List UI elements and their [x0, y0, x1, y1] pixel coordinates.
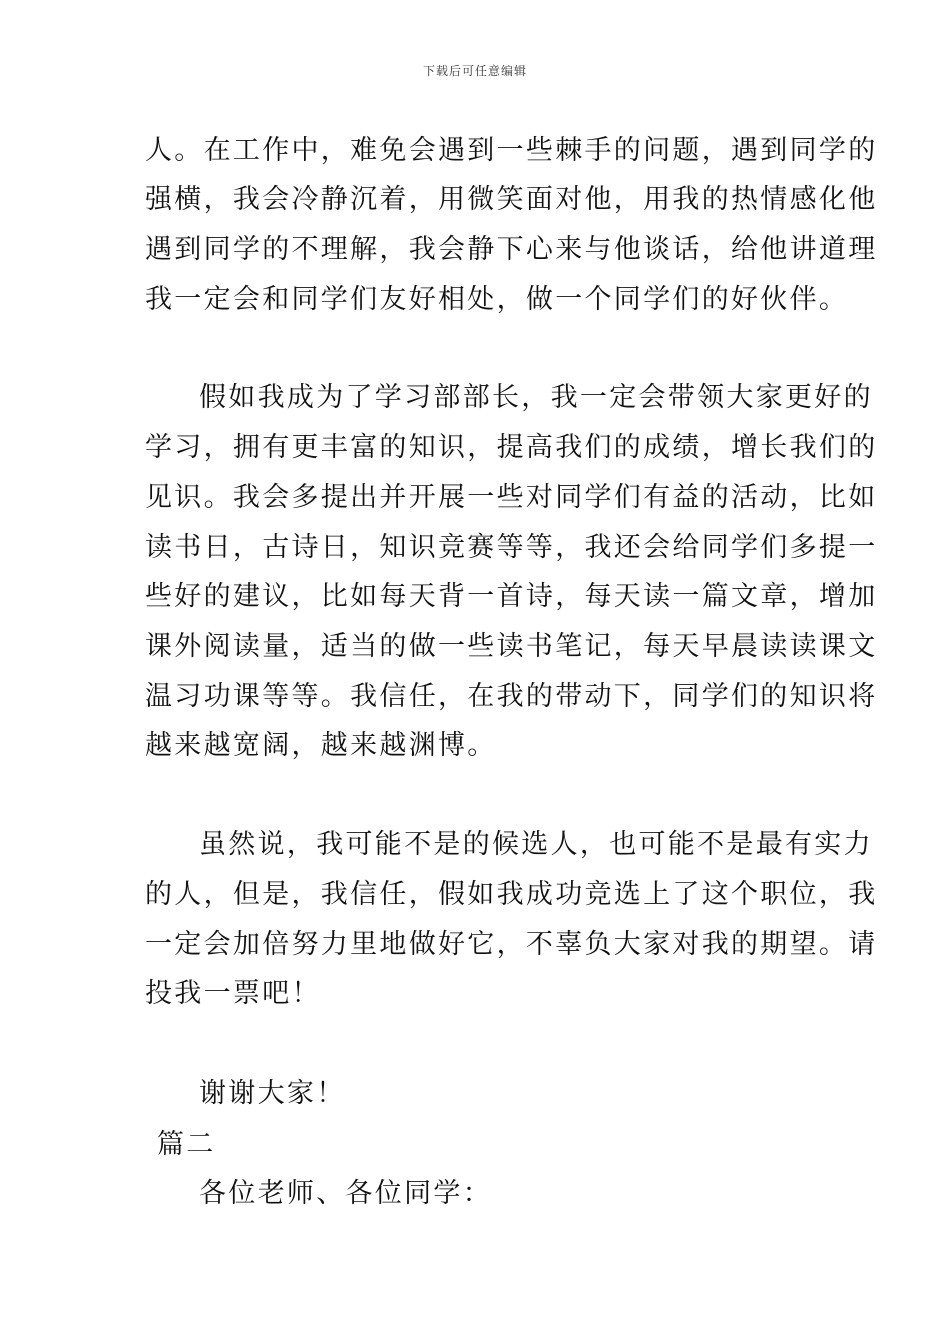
paragraph-1-line-4: 我一定会和同学们友好相处，做一个同学们的好伙伴。: [145, 284, 849, 315]
paragraph-2-line-5: 些好的建议，比如每天背一首诗，每天读一篇文章，增加: [145, 581, 878, 612]
paragraph-2-line-1: 假如我成为了学习部部长，我一定会带领大家更好的: [199, 382, 873, 413]
paragraph-3-line-3: 一定会加倍努力里地做好它，不辜负大家对我的期望。请: [145, 929, 878, 960]
section-title: 篇二: [157, 1129, 216, 1160]
salutation-line: 各位老师、各位同学：: [199, 1178, 492, 1209]
paragraph-3-line-2: 的人，但是，我信任，假如我成功竞选上了这个职位，我: [145, 879, 878, 910]
thanks-line: 谢谢大家！: [199, 1078, 346, 1109]
paragraph-2-line-7: 温习功课等等。我信任，在我的带动下，同学们的知识将: [145, 681, 878, 712]
paragraph-1-line-2: 强横，我会冷静沉着，用微笑面对他，用我的热情感化他: [145, 184, 878, 215]
paragraph-1-line-1: 人。在工作中，难免会遇到一些棘手的问题，遇到同学的: [145, 135, 878, 166]
paragraph-2-line-6: 课外阅读量，适当的做一些读书笔记，每天早晨读读课文: [145, 631, 878, 662]
paragraph-2-line-3: 见识。我会多提出并开展一些对同学们有益的活动，比如: [145, 482, 878, 513]
paragraph-2-line-2: 学习，拥有更丰富的知识，提高我们的成绩，增长我们的: [145, 432, 878, 463]
paragraph-2-line-4: 读书日，古诗日，知识竞赛等等，我还会给同学们多提一: [145, 532, 878, 563]
paragraph-3-line-1: 虽然说，我可能不是的候选人，也可能不是最有实力: [199, 829, 873, 860]
page-header: 下载后可任意编辑: [422, 64, 527, 78]
paragraph-3-line-4: 投我一票吧！: [145, 978, 321, 1009]
paragraph-2-line-8: 越来越宽阔，越来越渊博。: [145, 730, 497, 761]
paragraph-1-line-3: 遇到同学的不理解，我会静下心来与他谈话，给他讲道理: [145, 234, 878, 265]
